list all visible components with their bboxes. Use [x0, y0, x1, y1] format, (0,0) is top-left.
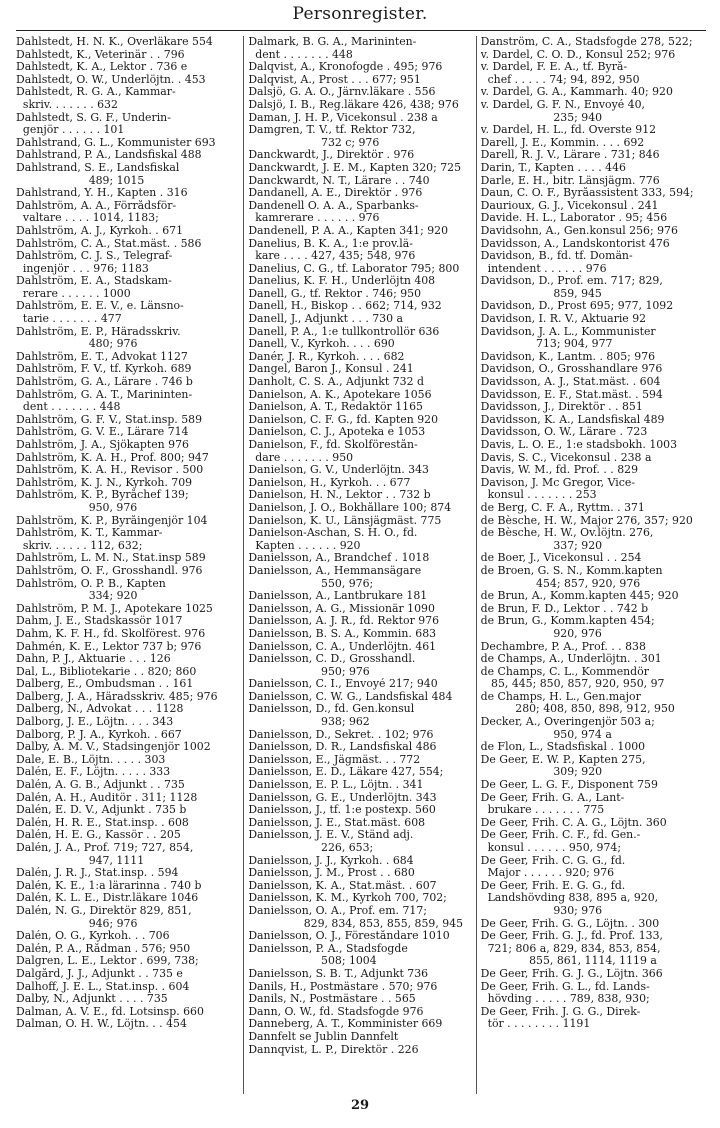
register-entry: rerare . . . . . . 1000: [16, 287, 131, 300]
register-entry: De Geer, L. G. F., Disponent 759: [480, 779, 658, 792]
register-entry: Dalby, A. M. V., Stadsingenjör 1002: [16, 741, 211, 754]
register-entry: Danell, J., Adjunkt . . . 730 a: [248, 313, 403, 326]
register-entry: Dahm, K. F. H., fd. Skolförest. 976: [16, 627, 206, 640]
register-entry: Dahmén, K. E., Lektor 737 b; 976: [16, 640, 202, 653]
register-entry: 855, 861, 1114, 1119 a: [480, 955, 657, 968]
register-entry: Danström, C. A., Stadsfogde 278, 522;: [480, 36, 693, 48]
register-entry: Dechambre, P. A., Prof. . . 838: [480, 640, 646, 653]
register-entry: Kapten . . . . . . 920: [248, 539, 361, 552]
register-entry: Dahlström, K. P., Byråchef 139;: [16, 489, 189, 502]
register-entry: Dangel, Baron J., Konsul . 241: [248, 363, 414, 376]
register-entry: Danielsson, J. E. V., Ständ adj.: [248, 829, 414, 842]
register-entry: Dalén, E. F., Löjtn. . . . . 333: [16, 766, 171, 779]
register-entry: Landshövding 838, 895 a, 920,: [480, 892, 659, 905]
register-entry: Damgren, T. V., tf. Rektor 732,: [248, 124, 416, 137]
register-entry: Dalsjö, G. A. O., Järnv.läkare . 556: [248, 86, 436, 99]
register-entry: 920, 976: [480, 627, 602, 640]
register-entry: Dannqvist, L. P., Direktör . 226: [248, 1043, 419, 1056]
register-entry: Danielson, C. J., Apoteka e 1053: [248, 426, 426, 439]
register-entry: Davidsson, O. W., Lärare . 723: [480, 426, 648, 439]
register-entry: Davis, W. M., fd. Prof. . . 829: [480, 464, 638, 477]
register-entry: Danell, P. A., 1:e tullkontrollör 636: [248, 325, 440, 338]
register-entry: Danielsson, K. A., Stat.mäst. . 607: [248, 879, 437, 892]
register-entry: Davison, J. Mc Gregor, Vice-: [480, 476, 635, 489]
register-entry: Davidson, O., Grosshandlare 976: [480, 363, 663, 376]
register-entry: Davidsson, K. A., Landsfiskal 489: [480, 413, 665, 426]
register-entry: skriv. . . . . . . 632: [16, 98, 118, 111]
register-entry: Dann, O. W., fd. Stadsfogde 976: [248, 1005, 424, 1018]
register-entry: Danielson, C. F. G., fd. Kapten 920: [248, 413, 439, 426]
register-entry: Danielsson, O. A., Prof. em. 717;: [248, 904, 427, 917]
register-entry: Davidson, B., fd. tf. Domän-: [480, 250, 633, 263]
register-entry: Dahlstrand, G. L., Kommunister 693: [16, 136, 216, 149]
register-entry: Danelius, C. G., tf. Laborator 795; 800: [248, 262, 460, 275]
register-entry: Dalén, H. R. E., Stat.insp. . 608: [16, 816, 189, 829]
register-entry: Danielsson, C. A., Underlöjtn. 461: [248, 640, 437, 653]
register-entry: Davidson, J. A. L., Kommunister: [480, 325, 656, 338]
register-entry: 508; 1004: [248, 955, 377, 968]
register-entry: de Flon, L., Stadsfiskal . 1000: [480, 741, 646, 754]
register-entry: 480; 976: [16, 338, 138, 351]
register-entry: Dahlström, G. V. E., Lärare 714: [16, 426, 189, 439]
register-entry: Davidsohn, A., Gen.konsul 256; 976: [480, 224, 678, 237]
register-entry: Danielson, H. N., Lektor . . 732 b: [248, 489, 431, 502]
register-entry: Davide. H. L., Laborator . 95; 456: [480, 212, 668, 225]
register-entry: Dalman, A. V. E., fd. Lotsinsp. 660: [16, 1005, 204, 1018]
register-entry: Danielsson, A., Lantbrukare 181: [248, 590, 428, 603]
register-entry: Danielsson, D., fd. Gen.konsul: [248, 703, 415, 716]
register-entry: Danckwardt, J., Direktör . 976: [248, 149, 415, 162]
register-entry: Decker, A., Överingenjör 503 a;: [480, 716, 655, 729]
register-entry: Dale, E. B., Löjtn. . . . . 303: [16, 753, 166, 766]
register-entry: Dahlström, G. A., Lärare . 746 b: [16, 376, 193, 389]
register-entry: Dahlström, K. P., Byråingenjör 104: [16, 514, 208, 527]
register-entry: De Geer, Frih. G. J. G., Löjtn. 366: [480, 967, 663, 980]
register-entry: Davidsson, A., Landskontorist 476: [480, 237, 670, 250]
register-entry: Dahm, J. E., Stadskassör 1017: [16, 615, 183, 628]
register-entry: Danielsson, A., Brandchef . 1018: [248, 552, 430, 565]
register-entry: Dahn, P. J., Aktuarie . . . 126: [16, 653, 171, 666]
register-entry: Dahlström, G. A. T., Marininten-: [16, 388, 193, 401]
register-entry: Dandanell, A. E., Direktör . 976: [248, 187, 423, 200]
register-entry: Danielson, F., fd. Skolförestån-: [248, 439, 418, 451]
register-entry: De Geer, Frih. J. G. G., Direk-: [480, 1005, 641, 1018]
register-entry: Dalhoff, J. E. L., Stat.insp. . 604: [16, 980, 190, 993]
register-entry: Dahlstrand, Y. H., Kapten . 316: [16, 187, 188, 200]
register-entry: Danielsson, C. I., Envoyé 217; 940: [248, 678, 438, 691]
register-entry: Dalén, J. A., Prof. 719; 727, 854,: [16, 842, 194, 854]
register-entry: 489; 1015: [16, 174, 145, 187]
register-entry: Danielsson, A., Hemmansägare: [248, 564, 422, 577]
register-entry: 829, 834, 853, 855, 859, 945: [248, 917, 464, 930]
register-entry: Dalén, N. G., Direktör 829, 851,: [16, 904, 192, 917]
page-title: Personregister.: [292, 4, 428, 24]
register-entry: De Geer, Frih. E. G. G., fd.: [480, 879, 626, 892]
register-entry: Dahlstedt, R. G. A., Kammar-: [16, 86, 176, 99]
register-entry: Dalsjö, I. B., Reg.läkare 426, 438; 976: [248, 98, 459, 111]
register-entry: Dalberg, E., Ombudsman . . 161: [16, 678, 194, 691]
register-entry: Dahlstrand, S. E., Landsfiskal: [16, 161, 180, 174]
register-entry: Dahlström, K. A. H., Revisor . 500: [16, 464, 204, 477]
register-entry: Dahlström, P. M. J., Apotekare 1025: [16, 602, 213, 615]
register-entry: Dandenell O. A. A., Sparbanks-: [248, 199, 419, 212]
register-entry: 280; 408, 850, 898, 912, 950: [480, 703, 675, 716]
register-entry: 930; 976: [480, 904, 603, 917]
register-entry: De Geer, Frih. C. F., fd. Gen.-: [480, 829, 641, 842]
register-entry: Danell, H., Biskop . . 662; 714, 932: [248, 300, 442, 313]
register-entry: de Broen, G. S. N., Komm.kapten: [480, 564, 663, 577]
register-entry: Danielsson, B. S. A., Kommin. 683: [248, 627, 437, 640]
register-entry: 334; 920: [16, 590, 138, 603]
register-entry: 85, 445; 850, 857, 920, 950, 97: [480, 678, 665, 691]
register-entry: Danielsson, O. J., Föreståndare 1010: [248, 930, 450, 943]
register-entry: Danielson, K. U., Länsjägmäst. 775: [248, 514, 442, 527]
register-entry: 337; 920: [480, 539, 603, 552]
register-entry: Davidsson, J., Direktör . . 851: [480, 401, 643, 414]
register-entry: Dahlström, J. A., Sjökapten 976: [16, 439, 189, 451]
register-entry: 454; 857, 920, 976: [480, 577, 641, 590]
register-entry: Danielson, J. O., Bokhållare 100; 874: [248, 501, 452, 514]
register-entry: Danckwardt, N. T., Lärare . . 740: [248, 174, 430, 187]
register-entry: Dahlström, C. A., Stat.mäst. . 586: [16, 237, 202, 250]
column-right: [476, 36, 708, 1094]
register-entry: Dahlstedt, H. N. K., Överläkare 554: [16, 36, 213, 48]
register-entry: De Geer, Frih. C. G. G., fd.: [480, 854, 626, 867]
register-entry: konsul . . . . . . . 253: [480, 489, 597, 502]
register-entry: 550, 976;: [248, 577, 374, 590]
register-entry: Dandenell, P. A. A., Kapten 341; 920: [248, 224, 449, 237]
register-entry: Dahlström, G. F. V., Stat.insp. 589: [16, 413, 202, 426]
register-entry: Danielsson, C. W. G., Landsfiskal 484: [248, 690, 453, 703]
register-entry: Dal, L., Bibliotekarie . . 820; 860: [16, 665, 197, 678]
register-entry: Dahlstedt, K. A., Lektor . 736 e: [16, 61, 188, 74]
register-entry: Dahlström, E. P., Häradsskriv.: [16, 325, 181, 338]
register-entry: valtare . . . . 1014, 1183;: [16, 212, 159, 225]
register-entry: dent . . . . . . . 448: [248, 48, 353, 61]
register-entry: Dahlström, K. A. H., Prof. 800; 947: [16, 451, 209, 464]
register-entry: 309; 920: [480, 766, 603, 779]
register-entry: 946; 976: [16, 917, 138, 930]
header-rule: [16, 30, 706, 31]
register-entry: kamrerare . . . . . . 976: [248, 212, 380, 225]
register-entry: tör . . . . . . . . 1191: [480, 1018, 591, 1031]
register-entry: Dahlström, C. J. S., Telegraf-: [16, 250, 173, 263]
register-entry: Dahlström, L. M. N., Stat.insp 589: [16, 552, 206, 565]
register-entry: Danielsson, A. J. R., fd. Rektor 976: [248, 615, 440, 628]
register-entry: hövding . . . . . 789, 838, 930;: [480, 993, 650, 1006]
register-entry: Dahlstedt, O. W., Underlöjtn. . 453: [16, 73, 206, 86]
register-entry: 732 c; 976: [248, 136, 380, 149]
register-entry: Davidson, K., Lantm. . 805; 976: [480, 350, 656, 363]
register-entry: skriv. . . . . . 112, 632;: [16, 539, 143, 552]
register-entry: Danielsson, J. M., Prost . . 680: [248, 867, 415, 880]
register-entry: Dalgren, L. E., Lektor . 699, 738;: [16, 955, 199, 968]
register-entry: Danielsson, A. G., Missionär 1090: [248, 602, 435, 615]
register-entry: v. Dardel, G. F. N., Envoyé 40,: [480, 98, 645, 111]
register-entry: v. Dardel, F. E. A., tf. Byrå-: [480, 61, 628, 74]
register-entry: Danielsson, J. E., Stat.mäst. 608: [248, 816, 426, 829]
register-entry: Dahlström, K. T., Kammar-: [16, 527, 163, 540]
register-entry: Danielson, A. T., Redaktör 1165: [248, 401, 423, 414]
register-entry: chef . . . . . 74; 94, 892, 950: [480, 73, 640, 86]
column-left: [16, 36, 243, 1094]
register-entry: dare . . . . . . . 950: [248, 451, 354, 464]
register-entry: De Geer, Frih. G. L., fd. Lands-: [480, 980, 650, 993]
register-entry: Dahlström, K. J. N., Kyrkoh. 709: [16, 476, 193, 489]
register-entry: Danielson-Aschan, S. H. O., fd.: [248, 527, 418, 540]
register-entry: Daun, C. O. F., Byråassistent 333, 594;: [480, 187, 694, 200]
register-entry: Daurioux, G. J., Vicekonsul . 241: [480, 199, 659, 212]
register-entry: Major . . . . . . 920; 976: [480, 867, 615, 880]
register-entry: Darell, R. J. V., Lärare . 731; 846: [480, 149, 660, 162]
register-entry: Danell, G., tf. Rektor . 746; 950: [248, 287, 422, 300]
register-entry: de Champs, C. L., Kommendör: [480, 665, 649, 678]
register-entry: Dalmark, B. G. A., Marininten-: [248, 36, 417, 48]
register-entry: Danils, N., Postmästare . . 565: [248, 993, 416, 1006]
register-entry: Daman, J. H. P., Vicekonsul . 238 a: [248, 111, 438, 124]
register-entry: Dalén, P. A., Rådman . 576; 950: [16, 942, 191, 955]
register-entry: Danneberg, A. T., Komminister 669: [248, 1018, 443, 1031]
register-entry: Danielson, G. V., Underlöjtn. 343: [248, 464, 429, 477]
register-entry: Darell, J. E., Kommin. . . . 692: [480, 136, 645, 149]
register-entry: Dahlström, E. T., Advokat 1127: [16, 350, 188, 363]
register-entry: Dalqvist, A., Prost . . . 677; 951: [248, 73, 421, 86]
register-entry: de Brun, F. D., Lektor . . 742 b: [480, 602, 649, 615]
register-entry: 950; 976: [248, 665, 370, 678]
register-entry: Danielsson, C. D., Grosshandl.: [248, 653, 416, 666]
register-entry: brukare . . . . . . . 775: [480, 804, 605, 817]
register-entry: Dalqvist, A., Kronofogde . 495; 976: [248, 61, 443, 74]
register-entry: de Bèsche, H. W., Öv.löjtn. 276,: [480, 527, 654, 540]
register-entry: genjör . . . . . . 101: [16, 124, 125, 137]
register-entry: Danelius, K. F. H., Underlöjtn 408: [248, 275, 436, 288]
register-entry: De Geer, E. W. P., Kapten 275,: [480, 753, 646, 766]
register-entry: 713; 904, 977: [480, 338, 613, 351]
register-entry: de Berg, C. F. A., Ryttm. . 371: [480, 501, 645, 514]
register-entry: Davidson, D., Prost 695; 977, 1092: [480, 300, 674, 313]
register-entry: Davidsson, A. J., Stat.mäst. . 604: [480, 376, 661, 389]
register-entry: Danell, V., Kyrkoh. . . . 690: [248, 338, 395, 351]
register-entry: Dalberg, N., Advokat . . . 1128: [16, 703, 184, 716]
register-entry: Danielsson, D., Sekret. . 102; 976: [248, 728, 434, 741]
register-entry: De Geer, Frih. C. A. G., Löjtn. 360: [480, 816, 667, 829]
register-entry: de Champs, A., Underlöjtn. . 301: [480, 653, 662, 666]
register-entry: Danielson, H., Kyrkoh. . . 677: [248, 476, 411, 489]
register-entry: Danielsson, J., tf. 1:e postexp. 560: [248, 804, 436, 817]
register-entry: Davis, S. C., Vicekonsul . 238 a: [480, 451, 652, 464]
register-entry: de Champs, H. L., Gen.major: [480, 690, 641, 703]
register-entry: de Brun, A., Komm.kapten 445; 920: [480, 590, 679, 603]
register-entry: Danielsson, E., Jägmäst. . . 772: [248, 753, 421, 766]
register-entry: 938; 962: [248, 716, 370, 729]
register-entry: de Boer, J., Vicekonsul . . 254: [480, 552, 642, 565]
register-entry: Dahlström, E. A., Stadskam-: [16, 275, 172, 288]
register-entry: Dahlström, O. P. B., Kapten: [16, 577, 166, 590]
register-entry: tarie . . . . . . . 477: [16, 313, 122, 326]
register-entry: Dahlström, A. J., Kyrkoh. . 671: [16, 224, 183, 237]
register-entry: Dahlstedt, S. G. F., Underin-: [16, 111, 171, 124]
register-entry: 859, 945: [480, 287, 602, 300]
register-entry: Dalén, H. E. G., Kassör . . 205: [16, 829, 181, 842]
register-entry: Dahlström, O. F., Grosshandl. 976: [16, 564, 203, 577]
register-entry: Davidson, D., Prof. em. 717; 829,: [480, 275, 663, 288]
register-entry: v. Dardel, C. O. D., Konsul 252; 976: [480, 48, 676, 61]
register-entry: Dalberg, J. A., Häradsskriv. 485; 976: [16, 690, 218, 703]
register-entry: Danielsson, J. J., Kyrkoh. . 684: [248, 854, 414, 867]
register-entry: Davidsson, E. F., Stat.mäst. . 594: [480, 388, 663, 401]
register-entry: Dahlstrand, P. A., Landsfiskal 488: [16, 149, 202, 162]
register-entry: Davidson, I. R. V., Aktuarie 92: [480, 313, 647, 326]
register-entry: Danielsson, S. B. T., Adjunkt 736: [248, 967, 429, 980]
register-entry: Dalén, O. G., Kyrkoh. . . 706: [16, 930, 170, 943]
register-entry: Dahlström, F. V., tf. Kyrkoh. 689: [16, 363, 192, 376]
register-entry: de Brun, G., Komm.kapten 454;: [480, 615, 655, 628]
register-entry: 226, 653;: [248, 842, 374, 854]
register-entry: Danér, J. R., Kyrkoh. . . . 682: [248, 350, 405, 363]
register-entry: Dannfelt se Jublin Dannfelt: [248, 1030, 399, 1043]
register-entry: Dalén, E. D. V., Adjunkt . 735 b: [16, 804, 187, 817]
register-entry: Danils, H., Postmästare . 570; 976: [248, 980, 438, 993]
register-entry: ingenjör . . . 976; 1183: [16, 262, 149, 275]
register-entry: Danholt, C. S. A., Adjunkt 732 d: [248, 376, 424, 389]
column-middle: [243, 36, 475, 1094]
register-entry: Dalén, A. H., Auditör . 311; 1128: [16, 791, 198, 804]
register-entry: Danielson, A. K., Apotekare 1056: [248, 388, 432, 401]
register-entry: Danielsson, G. E., Underlöjtn. 343: [248, 791, 437, 804]
register-entry: Darin, T., Kapten . . . . 446: [480, 161, 626, 174]
register-entry: Dahlström, E. E. V., e. Länsno-: [16, 300, 184, 313]
register-entry: Danielsson, P. A., Stadsfogde: [248, 942, 408, 955]
register-entry: Dalén, J. R. J., Stat.insp. . 594: [16, 867, 179, 880]
register-entry: Dalén, A. G. B., Adjunkt . . 735: [16, 779, 185, 792]
register-entry: v. Dardel, H. L., fd. Överste 912: [480, 124, 657, 137]
register-entry: Danielsson, K. M., Kyrkoh 700, 702;: [248, 892, 447, 905]
register-entry: intendent . . . . . . 976: [480, 262, 607, 275]
register-entry: Davis, L. O. E., 1:e stadsbokh. 1003: [480, 439, 678, 451]
register-entry: Danielsson, D. R., Landsfiskal 486: [248, 741, 437, 754]
register-entry: Dahlstedt, K., Veterinär . . 796: [16, 48, 185, 61]
register-entry: Dalgård, J. J., Adjunkt . . 735 e: [16, 967, 183, 980]
register-columns: [16, 36, 708, 1094]
register-entry: 950, 974 a: [480, 728, 612, 741]
register-entry: dent . . . . . . . 448: [16, 401, 121, 414]
register-entry: Danckwardt, J. E. M., Kapten 320; 725: [248, 161, 462, 174]
register-entry: De Geer, Frih. G. G., Löjtn. . 300: [480, 917, 660, 930]
register-entry: Dalman, O. H. W., Löjtn. . . 454: [16, 1018, 187, 1031]
register-entry: Dalborg, P. J. A., Kyrkoh. . 667: [16, 728, 182, 741]
page-number: 29: [350, 1098, 370, 1113]
register-entry: De Geer, Frih. G. J., fd. Prof. 133,: [480, 930, 663, 943]
register-entry: Danelius, B. K. A., 1:e prov.lä-: [248, 237, 413, 250]
register-entry: 721; 806 a, 829, 834, 853, 854,: [480, 942, 661, 955]
register-entry: v. Dardel, G. A., Kammarh. 40; 920: [480, 86, 673, 99]
register-entry: Darle, E. H., bitr. Länsjägm. 776: [480, 174, 660, 187]
register-entry: konsul . . . . . . 950, 974;: [480, 842, 622, 854]
register-entry: De Geer, Frih. G. A., Lant-: [480, 791, 625, 804]
register-entry: Danielsson, E. D., Läkare 427, 554;: [248, 766, 444, 779]
register-entry: de Bèsche, H. W., Major 276, 357; 920: [480, 514, 693, 527]
register-entry: Dalén, K. L. E., Distr.läkare 1046: [16, 892, 199, 905]
register-entry: 235; 940: [480, 111, 603, 124]
register-entry: Dalborg, J. E., Löjtn. . . . 343: [16, 716, 174, 729]
register-entry: Dalby, N., Adjunkt . . . . 735: [16, 993, 168, 1006]
register-entry: kare . . . . 427, 435; 548, 976: [248, 250, 416, 263]
register-entry: Dahlström, A. A., Förrådsför-: [16, 199, 177, 212]
register-entry: Danielsson, E. P. L., Löjtn. . 341: [248, 779, 424, 792]
register-entry: Dalén, K. E., 1:a lärarinna . 740 b: [16, 879, 202, 892]
register-entry: 947, 1111: [16, 854, 145, 867]
register-entry: 950, 976: [16, 501, 138, 514]
